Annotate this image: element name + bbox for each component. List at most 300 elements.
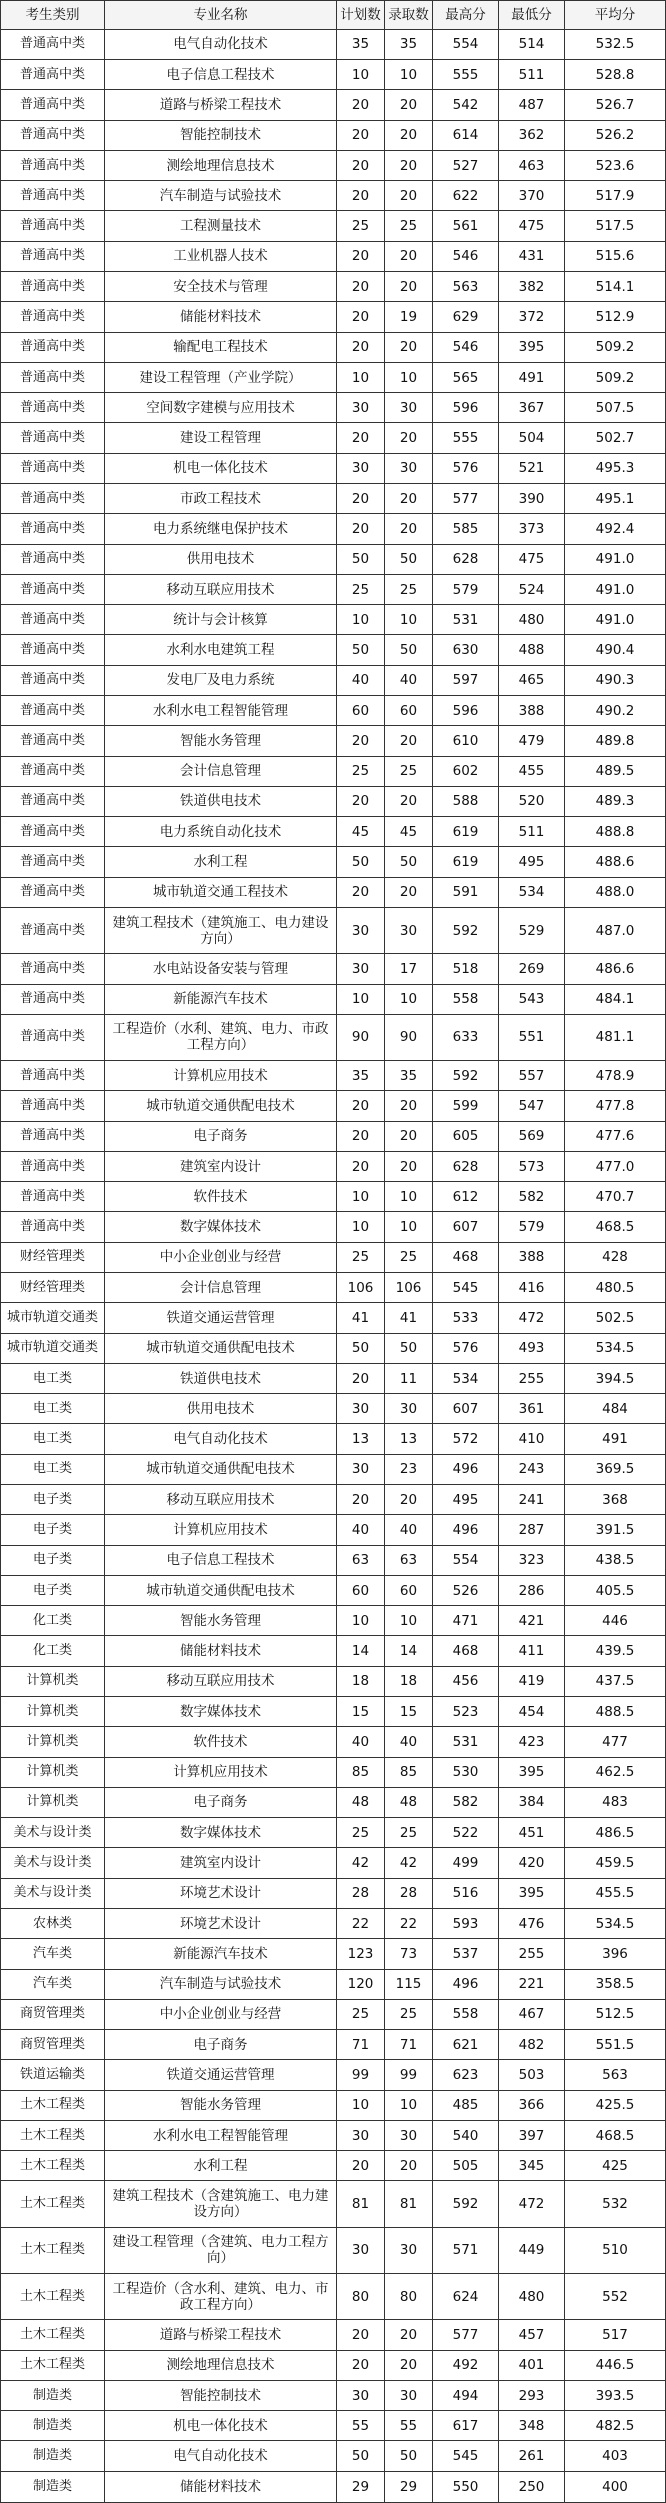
- cell-max: 531: [433, 1727, 499, 1757]
- header-avg: 平均分: [565, 1, 666, 30]
- cell-admitted: 13: [385, 1424, 433, 1454]
- cell-category: 普通高中类: [1, 954, 105, 984]
- cell-max: 545: [433, 2441, 499, 2471]
- cell-min: 511: [499, 817, 565, 847]
- cell-min: 511: [499, 60, 565, 90]
- cell-plan: 35: [337, 1061, 385, 1091]
- cell-major: 铁道交通运营管理: [105, 2060, 337, 2090]
- cell-category: 普通高中类: [1, 544, 105, 574]
- cell-avg: 477: [565, 1727, 666, 1757]
- cell-category: 普通高中类: [1, 150, 105, 180]
- table-row: [1, 2411, 666, 2441]
- cell-category: 普通高中类: [1, 1014, 105, 1060]
- cell-plan: 20: [337, 302, 385, 332]
- cell-plan: 18: [337, 1666, 385, 1696]
- cell-max: 602: [433, 756, 499, 786]
- cell-avg: 405.5: [565, 1575, 666, 1605]
- cell-max: 526: [433, 1575, 499, 1605]
- cell-max: 555: [433, 423, 499, 453]
- cell-major: 发电厂及电力系统: [105, 665, 337, 695]
- table-row: [1, 423, 666, 453]
- table-header-row: [1, 1, 666, 30]
- cell-major: 电力系统自动化技术: [105, 817, 337, 847]
- cell-plan: 20: [337, 484, 385, 514]
- cell-category: 普通高中类: [1, 272, 105, 302]
- cell-admitted: 25: [385, 1242, 433, 1272]
- cell-max: 592: [433, 907, 499, 953]
- cell-major: 城市轨道交通供配电技术: [105, 1333, 337, 1363]
- cell-major: 移动互联应用技术: [105, 1666, 337, 1696]
- cell-category: 普通高中类: [1, 211, 105, 241]
- header-admitted: 录取数: [385, 1, 433, 30]
- cell-admitted: 90: [385, 1014, 433, 1060]
- cell-min: 373: [499, 514, 565, 544]
- cell-max: 545: [433, 1273, 499, 1303]
- cell-admitted: 20: [385, 2350, 433, 2380]
- cell-category: 普通高中类: [1, 423, 105, 453]
- cell-category: 普通高中类: [1, 393, 105, 423]
- table-row: [1, 120, 666, 150]
- cell-major: 软件技术: [105, 1727, 337, 1757]
- cell-major: 统计与会计核算: [105, 605, 337, 635]
- cell-major: 水利水电工程智能管理: [105, 2120, 337, 2150]
- cell-admitted: 20: [385, 181, 433, 211]
- cell-avg: 477.0: [565, 1151, 666, 1181]
- cell-max: 628: [433, 1151, 499, 1181]
- cell-major: 电子信息工程技术: [105, 60, 337, 90]
- cell-admitted: 10: [385, 1606, 433, 1636]
- cell-admitted: 20: [385, 423, 433, 453]
- cell-min: 457: [499, 2320, 565, 2350]
- table-row: [1, 756, 666, 786]
- table-row: [1, 726, 666, 756]
- cell-avg: 484: [565, 1394, 666, 1424]
- cell-plan: 42: [337, 1848, 385, 1878]
- cell-max: 607: [433, 1212, 499, 1242]
- cell-major: 智能控制技术: [105, 2380, 337, 2410]
- cell-admitted: 81: [385, 2181, 433, 2227]
- cell-major: 汽车制造与试验技术: [105, 1969, 337, 1999]
- cell-category: 土木工程类: [1, 2090, 105, 2120]
- cell-plan: 22: [337, 1908, 385, 1938]
- cell-avg: 515.6: [565, 241, 666, 271]
- cell-min: 382: [499, 272, 565, 302]
- cell-avg: 512.5: [565, 1999, 666, 2029]
- cell-category: 普通高中类: [1, 362, 105, 392]
- cell-plan: 10: [337, 1606, 385, 1636]
- cell-plan: 50: [337, 1333, 385, 1363]
- cell-max: 540: [433, 2120, 499, 2150]
- cell-category: 普通高中类: [1, 847, 105, 877]
- cell-plan: 20: [337, 241, 385, 271]
- cell-min: 395: [499, 1878, 565, 1908]
- cell-avg: 486.5: [565, 1818, 666, 1848]
- cell-max: 607: [433, 1394, 499, 1424]
- cell-admitted: 50: [385, 2441, 433, 2471]
- cell-major: 水电站设备安装与管理: [105, 954, 337, 984]
- table-row: [1, 1515, 666, 1545]
- table-row: [1, 2030, 666, 2060]
- cell-max: 534: [433, 1363, 499, 1393]
- cell-plan: 20: [337, 1121, 385, 1151]
- cell-admitted: 20: [385, 726, 433, 756]
- cell-category: 普通高中类: [1, 877, 105, 907]
- cell-admitted: 20: [385, 484, 433, 514]
- cell-admitted: 80: [385, 2274, 433, 2320]
- cell-max: 596: [433, 695, 499, 725]
- cell-avg: 468.5: [565, 2120, 666, 2150]
- cell-category: 电工类: [1, 1394, 105, 1424]
- cell-avg: 552: [565, 2274, 666, 2320]
- table-row: [1, 302, 666, 332]
- cell-category: 土木工程类: [1, 2120, 105, 2150]
- cell-avg: 492.4: [565, 514, 666, 544]
- cell-admitted: 25: [385, 1999, 433, 2029]
- cell-plan: 55: [337, 2411, 385, 2441]
- cell-admitted: 50: [385, 847, 433, 877]
- cell-plan: 25: [337, 1999, 385, 2029]
- cell-avg: 488.5: [565, 1696, 666, 1726]
- table-row: [1, 954, 666, 984]
- cell-avg: 480.5: [565, 1273, 666, 1303]
- cell-plan: 45: [337, 817, 385, 847]
- cell-max: 533: [433, 1303, 499, 1333]
- cell-max: 471: [433, 1606, 499, 1636]
- cell-avg: 526.7: [565, 90, 666, 120]
- table-row: [1, 2151, 666, 2181]
- cell-min: 293: [499, 2380, 565, 2410]
- cell-avg: 468.5: [565, 1212, 666, 1242]
- cell-admitted: 15: [385, 1696, 433, 1726]
- cell-min: 221: [499, 1969, 565, 1999]
- cell-avg: 489.8: [565, 726, 666, 756]
- cell-avg: 487.0: [565, 907, 666, 953]
- cell-plan: 90: [337, 1014, 385, 1060]
- cell-max: 597: [433, 665, 499, 695]
- cell-category: 普通高中类: [1, 756, 105, 786]
- cell-min: 529: [499, 907, 565, 953]
- cell-major: 电气自动化技术: [105, 1424, 337, 1454]
- cell-category: 普通高中类: [1, 241, 105, 271]
- cell-plan: 20: [337, 332, 385, 362]
- cell-admitted: 50: [385, 635, 433, 665]
- cell-plan: 123: [337, 1939, 385, 1969]
- cell-max: 492: [433, 2350, 499, 2380]
- cell-min: 579: [499, 1212, 565, 1242]
- cell-max: 592: [433, 1061, 499, 1091]
- table-row: [1, 1696, 666, 1726]
- cell-plan: 20: [337, 514, 385, 544]
- cell-min: 361: [499, 1394, 565, 1424]
- cell-max: 628: [433, 544, 499, 574]
- cell-admitted: 22: [385, 1908, 433, 1938]
- table-row: [1, 1878, 666, 1908]
- table-row: [1, 181, 666, 211]
- cell-admitted: 11: [385, 1363, 433, 1393]
- cell-min: 451: [499, 1818, 565, 1848]
- cell-plan: 25: [337, 756, 385, 786]
- cell-max: 571: [433, 2227, 499, 2273]
- cell-major: 测绘地理信息技术: [105, 150, 337, 180]
- cell-category: 普通高中类: [1, 29, 105, 59]
- cell-category: 普通高中类: [1, 332, 105, 362]
- cell-admitted: 30: [385, 393, 433, 423]
- cell-category: 电工类: [1, 1424, 105, 1454]
- cell-admitted: 35: [385, 29, 433, 59]
- cell-major: 建设工程管理（含建筑、电力工程方向）: [105, 2227, 337, 2273]
- cell-min: 472: [499, 2181, 565, 2227]
- cell-avg: 517.5: [565, 211, 666, 241]
- table-row: [1, 877, 666, 907]
- cell-plan: 10: [337, 605, 385, 635]
- header-plan: 计划数: [337, 1, 385, 30]
- table-row: [1, 1575, 666, 1605]
- cell-major: 建筑工程技术（建筑施工、电力建设方向）: [105, 907, 337, 953]
- table-row: [1, 1212, 666, 1242]
- cell-avg: 446: [565, 1606, 666, 1636]
- cell-category: 普通高中类: [1, 984, 105, 1014]
- cell-major: 空间数字建模与应用技术: [105, 393, 337, 423]
- cell-plan: 10: [337, 2090, 385, 2120]
- cell-major: 环境艺术设计: [105, 1878, 337, 1908]
- cell-admitted: 20: [385, 272, 433, 302]
- cell-major: 城市轨道交通供配电技术: [105, 1454, 337, 1484]
- cell-admitted: 10: [385, 60, 433, 90]
- cell-category: 普通高中类: [1, 726, 105, 756]
- header-category: 考生类别: [1, 1, 105, 30]
- cell-admitted: 41: [385, 1303, 433, 1333]
- cell-category: 普通高中类: [1, 1121, 105, 1151]
- table-row: [1, 2227, 666, 2273]
- cell-admitted: 20: [385, 2320, 433, 2350]
- cell-major: 机电一体化技术: [105, 2411, 337, 2441]
- cell-max: 621: [433, 2030, 499, 2060]
- cell-avg: 512.9: [565, 302, 666, 332]
- cell-max: 619: [433, 847, 499, 877]
- cell-avg: 488.6: [565, 847, 666, 877]
- cell-avg: 439.5: [565, 1636, 666, 1666]
- table-row: [1, 1666, 666, 1696]
- cell-min: 582: [499, 1182, 565, 1212]
- cell-category: 美术与设计类: [1, 1818, 105, 1848]
- cell-avg: 459.5: [565, 1848, 666, 1878]
- cell-min: 421: [499, 1606, 565, 1636]
- cell-max: 558: [433, 984, 499, 1014]
- cell-admitted: 20: [385, 786, 433, 816]
- table-row: [1, 1787, 666, 1817]
- cell-plan: 20: [337, 726, 385, 756]
- cell-admitted: 19: [385, 302, 433, 332]
- cell-admitted: 50: [385, 544, 433, 574]
- cell-min: 465: [499, 665, 565, 695]
- table-row: [1, 1121, 666, 1151]
- table-row: [1, 2090, 666, 2120]
- cell-max: 579: [433, 574, 499, 604]
- cell-avg: 532.5: [565, 29, 666, 59]
- table-row: [1, 514, 666, 544]
- cell-plan: 30: [337, 1454, 385, 1484]
- table-row: [1, 393, 666, 423]
- cell-admitted: 71: [385, 2030, 433, 2060]
- cell-plan: 60: [337, 1575, 385, 1605]
- cell-category: 普通高中类: [1, 1212, 105, 1242]
- cell-category: 电子类: [1, 1485, 105, 1515]
- cell-plan: 20: [337, 877, 385, 907]
- cell-plan: 20: [337, 181, 385, 211]
- cell-category: 美术与设计类: [1, 1848, 105, 1878]
- cell-min: 543: [499, 984, 565, 1014]
- cell-major: 数字媒体技术: [105, 1818, 337, 1848]
- cell-major: 建筑工程技术（含建筑施工、电力建设方向）: [105, 2181, 337, 2227]
- cell-admitted: 20: [385, 332, 433, 362]
- table-row: [1, 695, 666, 725]
- cell-admitted: 115: [385, 1969, 433, 1999]
- cell-category: 计算机类: [1, 1757, 105, 1787]
- table-row: [1, 362, 666, 392]
- cell-major: 电气自动化技术: [105, 29, 337, 59]
- cell-max: 582: [433, 1787, 499, 1817]
- cell-plan: 40: [337, 1515, 385, 1545]
- table-row: [1, 1242, 666, 1272]
- cell-category: 普通高中类: [1, 786, 105, 816]
- cell-admitted: 18: [385, 1666, 433, 1696]
- cell-plan: 60: [337, 695, 385, 725]
- cell-major: 计算机应用技术: [105, 1757, 337, 1787]
- cell-avg: 502.5: [565, 1303, 666, 1333]
- table-row: [1, 1454, 666, 1484]
- cell-major: 储能材料技术: [105, 302, 337, 332]
- table-row: [1, 1091, 666, 1121]
- cell-plan: 25: [337, 1818, 385, 1848]
- cell-category: 土木工程类: [1, 2320, 105, 2350]
- cell-avg: 532: [565, 2181, 666, 2227]
- cell-min: 286: [499, 1575, 565, 1605]
- cell-admitted: 10: [385, 1212, 433, 1242]
- cell-plan: 15: [337, 1696, 385, 1726]
- cell-major: 供用电技术: [105, 544, 337, 574]
- cell-plan: 10: [337, 1212, 385, 1242]
- cell-max: 610: [433, 726, 499, 756]
- cell-major: 建筑室内设计: [105, 1848, 337, 1878]
- cell-max: 496: [433, 1515, 499, 1545]
- cell-min: 388: [499, 1242, 565, 1272]
- cell-min: 504: [499, 423, 565, 453]
- cell-category: 商贸管理类: [1, 2030, 105, 2060]
- cell-admitted: 10: [385, 605, 433, 635]
- cell-max: 623: [433, 2060, 499, 2090]
- cell-avg: 403: [565, 2441, 666, 2471]
- cell-admitted: 30: [385, 2227, 433, 2273]
- cell-plan: 81: [337, 2181, 385, 2227]
- cell-major: 移动互联应用技术: [105, 574, 337, 604]
- cell-max: 494: [433, 2380, 499, 2410]
- cell-category: 制造类: [1, 2441, 105, 2471]
- cell-avg: 478.9: [565, 1061, 666, 1091]
- cell-category: 财经管理类: [1, 1242, 105, 1272]
- cell-avg: 491.0: [565, 544, 666, 574]
- cell-major: 软件技术: [105, 1182, 337, 1212]
- cell-min: 479: [499, 726, 565, 756]
- cell-category: 计算机类: [1, 1666, 105, 1696]
- cell-avg: 400: [565, 2471, 666, 2502]
- cell-category: 普通高中类: [1, 1151, 105, 1181]
- cell-major: 水利水电建筑工程: [105, 635, 337, 665]
- cell-max: 561: [433, 211, 499, 241]
- cell-max: 565: [433, 362, 499, 392]
- cell-min: 475: [499, 544, 565, 574]
- cell-major: 供用电技术: [105, 1394, 337, 1424]
- cell-admitted: 99: [385, 2060, 433, 2090]
- cell-min: 493: [499, 1333, 565, 1363]
- cell-avg: 534.5: [565, 1908, 666, 1938]
- cell-max: 612: [433, 1182, 499, 1212]
- cell-max: 468: [433, 1242, 499, 1272]
- cell-min: 255: [499, 1363, 565, 1393]
- table-row: [1, 272, 666, 302]
- table-row: [1, 984, 666, 1014]
- cell-avg: 446.5: [565, 2350, 666, 2380]
- cell-max: 592: [433, 2181, 499, 2227]
- table-row: [1, 1014, 666, 1060]
- cell-min: 524: [499, 574, 565, 604]
- cell-admitted: 25: [385, 211, 433, 241]
- cell-major: 电气自动化技术: [105, 2441, 337, 2471]
- cell-min: 401: [499, 2350, 565, 2380]
- cell-admitted: 25: [385, 574, 433, 604]
- cell-major: 智能水务管理: [105, 726, 337, 756]
- table-row: [1, 1273, 666, 1303]
- cell-plan: 10: [337, 362, 385, 392]
- cell-plan: 25: [337, 211, 385, 241]
- table-row: [1, 1061, 666, 1091]
- table-row: [1, 211, 666, 241]
- cell-admitted: 60: [385, 695, 433, 725]
- cell-category: 商贸管理类: [1, 1999, 105, 2029]
- cell-major: 电子商务: [105, 1787, 337, 1817]
- cell-min: 367: [499, 393, 565, 423]
- cell-category: 普通高中类: [1, 665, 105, 695]
- table-row: [1, 2181, 666, 2227]
- cell-admitted: 30: [385, 1394, 433, 1424]
- cell-plan: 10: [337, 60, 385, 90]
- cell-avg: 509.2: [565, 362, 666, 392]
- cell-min: 372: [499, 302, 565, 332]
- cell-admitted: 29: [385, 2471, 433, 2502]
- cell-min: 395: [499, 1757, 565, 1787]
- cell-major: 工程造价（含水利、建筑、电力、市政工程方向）: [105, 2274, 337, 2320]
- cell-admitted: 23: [385, 1454, 433, 1484]
- cell-admitted: 25: [385, 756, 433, 786]
- table-row: [1, 241, 666, 271]
- cell-admitted: 20: [385, 514, 433, 544]
- cell-avg: 495.3: [565, 453, 666, 483]
- cell-admitted: 30: [385, 907, 433, 953]
- cell-plan: 20: [337, 120, 385, 150]
- cell-category: 化工类: [1, 1636, 105, 1666]
- cell-major: 中小企业创业与经营: [105, 1242, 337, 1272]
- cell-category: 铁道运输类: [1, 2060, 105, 2090]
- cell-min: 449: [499, 2227, 565, 2273]
- cell-plan: 20: [337, 90, 385, 120]
- cell-major: 工程造价（水利、建筑、电力、市政工程方向）: [105, 1014, 337, 1060]
- cell-min: 241: [499, 1485, 565, 1515]
- cell-plan: 30: [337, 2380, 385, 2410]
- cell-min: 472: [499, 1303, 565, 1333]
- cell-major: 测绘地理信息技术: [105, 2350, 337, 2380]
- cell-max: 499: [433, 1848, 499, 1878]
- cell-min: 411: [499, 1636, 565, 1666]
- cell-admitted: 42: [385, 1848, 433, 1878]
